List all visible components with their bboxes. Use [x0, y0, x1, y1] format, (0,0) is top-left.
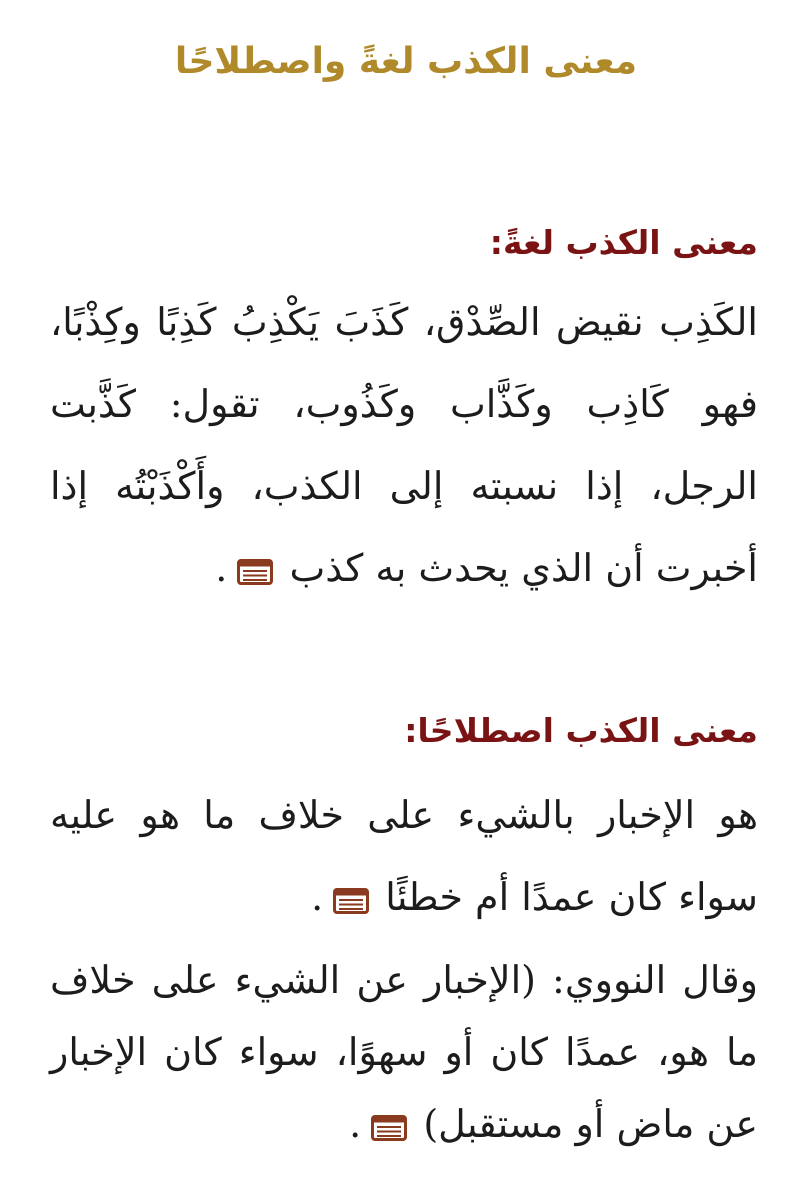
- footnote-reference-icon[interactable]: [371, 1115, 407, 1141]
- footnote-reference-icon[interactable]: [237, 559, 273, 585]
- sentence-end-mark: .: [349, 1102, 362, 1146]
- sentence-end-mark: .: [215, 546, 228, 590]
- section-heading-terminological: معنى الكذب اصطلاحًا:: [404, 711, 758, 750]
- page-title: معنى الكذب لغةً واصطلاحًا: [174, 41, 638, 82]
- paragraph-text: هو الإخبار بالشيء على خلاف ما هو عليه سواء كان عمدًا أم خطئًا: [50, 793, 758, 919]
- paragraph-terminological-definition: [50, 774, 758, 938]
- paragraph-nawawi-quote: [50, 944, 758, 1160]
- section-heading-linguistic: معنى الكذب لغةً:: [489, 223, 758, 262]
- footnote-reference-icon[interactable]: [333, 888, 369, 914]
- paragraph-linguistic-definition: [50, 281, 758, 609]
- paragraph-text: الكَذِب نقيض الصِّدْق، كَذَبَ يَكْذِبُ كَذِبًا وكِذْبًا، فهو كَاذِب وكَذَّاب وكَذُوب، تقول: كَذَّبت الرجل، إذا نسبته إلى الكذب، وأَكْذَبْتُه إذا أخبرت أن الذي يحدث به كذب: [50, 300, 758, 590]
- paragraph-text: وقال النووي: (الإخبار عن الشيء على خلاف ما هو، عمدًا كان أو سهوًا، سواء كان الإخبار عن ماض أو مستقبل): [50, 958, 758, 1146]
- sentence-end-mark: .: [311, 875, 324, 919]
